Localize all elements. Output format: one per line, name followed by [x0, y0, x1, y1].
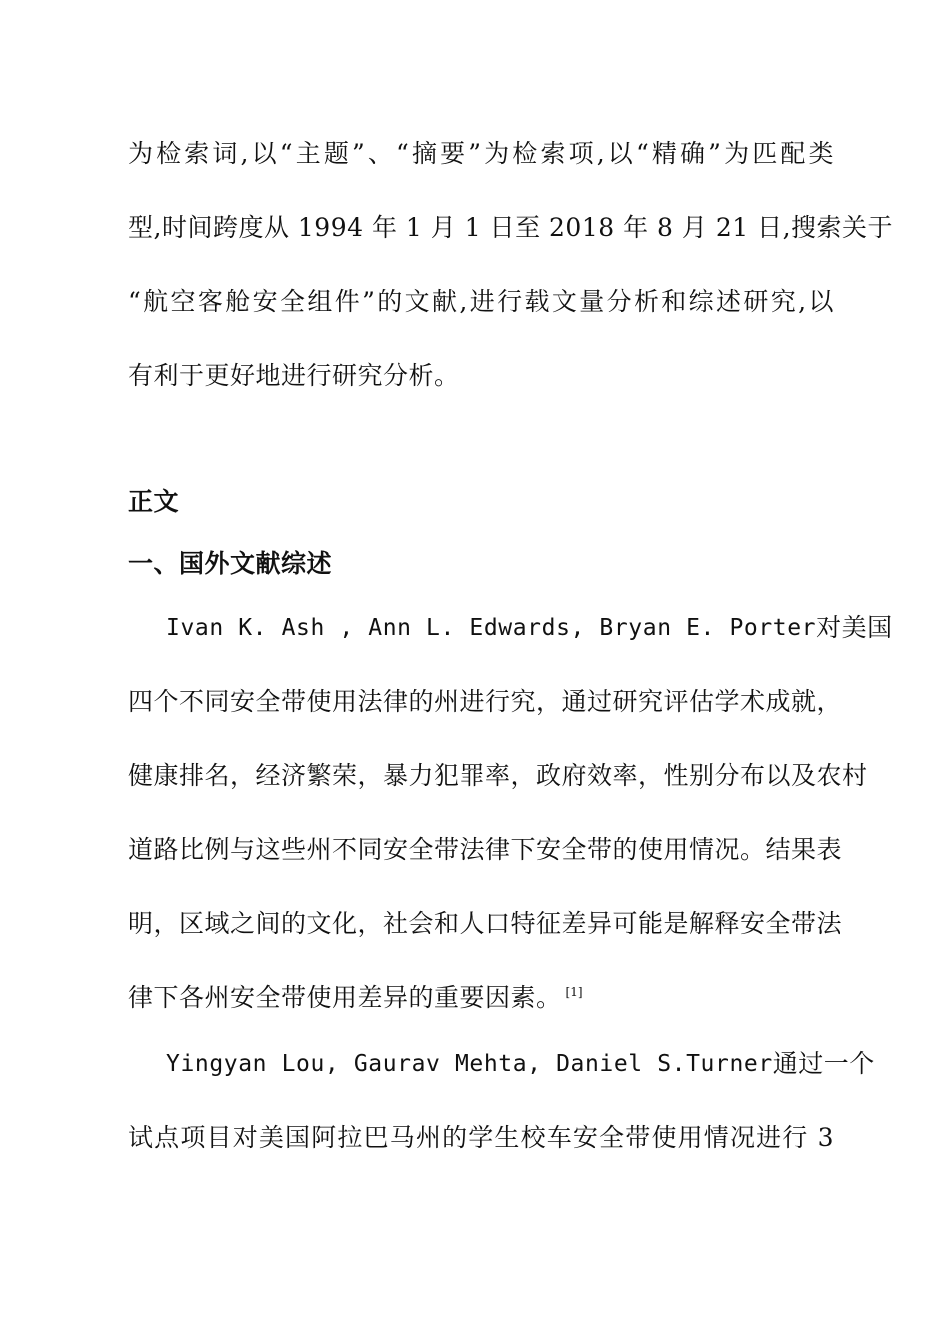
intro-line-1: 为检索词,以“主题”、“摘要”为检索项,以“精确”为匹配类: [128, 139, 834, 168]
paragraph2-first-line: [166, 1044, 875, 1084]
paragraph1-line-5: 明，区域之间的文化，社会和人口特征差异可能是解释安全带法: [128, 909, 843, 938]
paragraph1-first-line-tail: 对美国: [816, 613, 893, 642]
subsection-title: 一、国外文献综述: [128, 549, 333, 578]
paragraph1-line-2: 四个不同安全带使用法律的州进行究，通过研究评估学术成就，: [128, 687, 843, 716]
paragraph1-authors: Ivan K. Ash , Ann L. Edwards, Bryan E. Porter: [166, 615, 817, 641]
intro-line-4: 有利于更好地进行研究分析。: [128, 361, 460, 390]
intro-line-3: “航空客舱安全组件”的文献,进行载文量分析和综述研究,以: [128, 287, 834, 316]
paragraph1-first-line: [166, 608, 893, 648]
paragraph2-first-line-tail: 通过一个: [772, 1049, 875, 1078]
section-title: 正文: [128, 487, 180, 516]
paragraph1-last-text: 律下各州安全带使用差异的重要因素。: [128, 983, 562, 1012]
paragraph2-line-2: 试点项目对美国阿拉巴马州的学生校车安全带使用情况进行 3: [128, 1123, 834, 1152]
citation-reference: [1]: [565, 985, 583, 999]
intro-line-2: 型,时间跨度从 1994 年 1 月 1 日至 2018 年 8 月 21 日,搜索关于: [128, 213, 894, 242]
paragraph1-line-4: 道路比例与这些州不同安全带法律下安全带的使用情况。结果表: [128, 835, 843, 864]
paragraph1-line-6: [128, 978, 834, 1018]
paragraph2-authors: Yingyan Lou, Gaurav Mehta, Daniel S.Turner: [166, 1051, 773, 1077]
paragraph1-line-3: 健康排名，经济繁荣，暴力犯罪率，政府效率，性别分布以及农村: [128, 761, 868, 790]
